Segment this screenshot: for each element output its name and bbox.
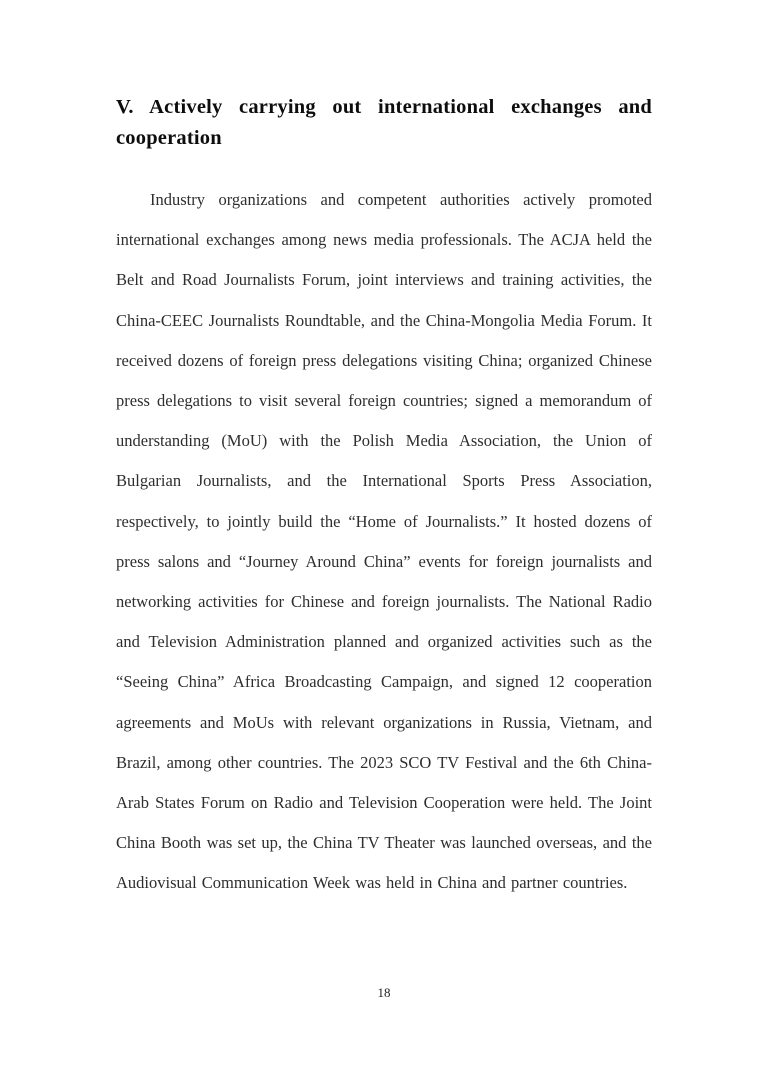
page-number: 18: [377, 985, 391, 1000]
body-paragraph: Industry organizations and competent authorities actively promoted international exchanges among news media professionals. The ACJA held the Belt and Road Journalists Forum, joint interviews and training activities, the China-CEEC Journalists Roundtable, and the China-Mongolia Media Forum. It received dozens of foreign press delegations visiting China; organized Chinese press delegations to visit several foreign countries; signed a memorandum of understanding (MoU) with the Polish Media Association, the Union of Bulgarian Journalists, and the International Sports Press Association, respectively, to jointly build the “Home of Journalists.” It hosted dozens of press salons and “Journey Around China” events for foreign journalists and networking activities for Chinese and foreign journalists. The National Radio and Television Administration planned and organized activities such as the “Seeing China” Africa Broadcasting Campaign, and signed 12 cooperation agreements and MoUs with relevant organizations in Russia, Vietnam, and Brazil, among other countries. The 2023 SCO TV Festival and the 6th China-Arab States Forum on Radio and Television Cooperation were held. The Joint China Booth was set up, the China TV Theater was launched overseas, and the Audiovisual Communication Week was held in China and partner countries.: [116, 190, 652, 893]
section-heading: V. Actively carrying out international exchanges and cooperation: [116, 96, 652, 149]
page-content: [116, 92, 652, 904]
